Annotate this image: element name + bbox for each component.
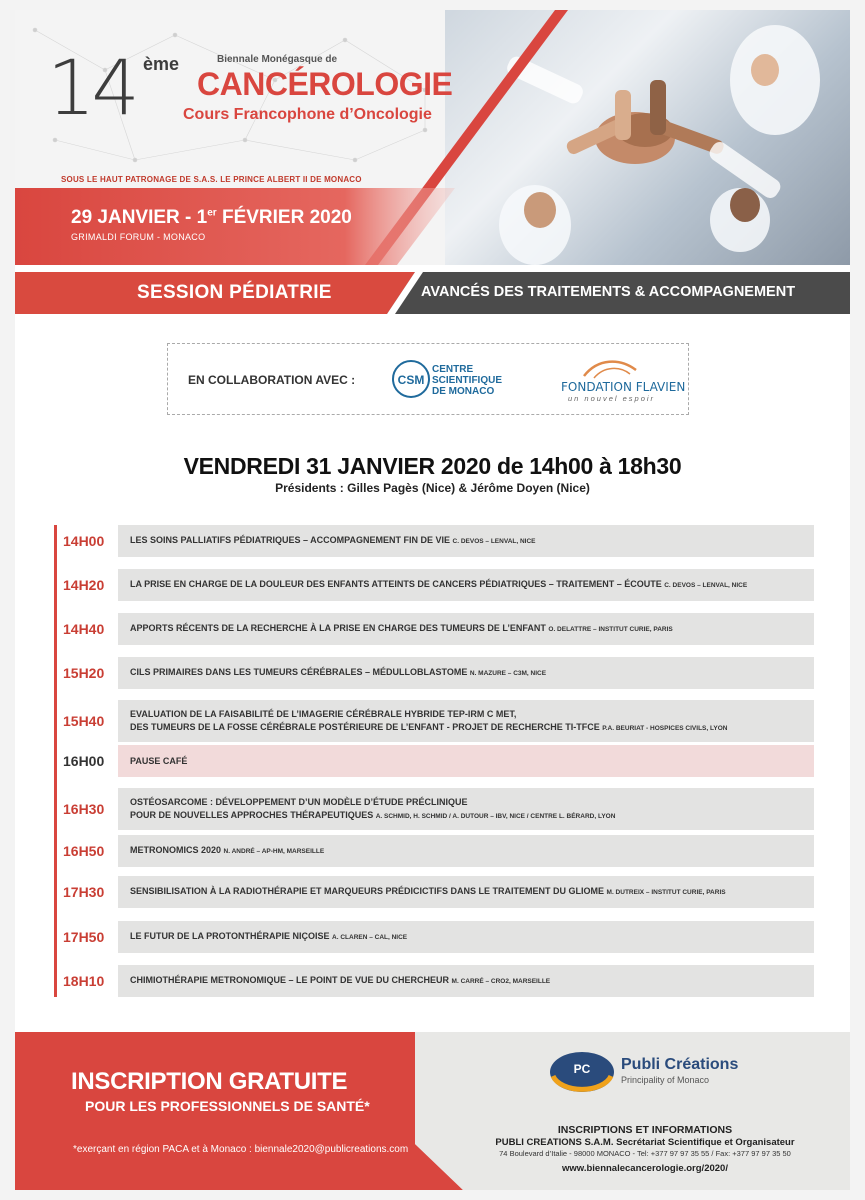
- row-time: 14H40: [63, 621, 105, 637]
- dates-sup: er: [207, 207, 217, 219]
- programme-row: [54, 788, 814, 830]
- csm-abbr: CSM: [397, 373, 425, 387]
- row-speaker: M. DUTREIX – INSTITUT CURIE, PARIS: [606, 889, 726, 896]
- flavien-name: FONDATION FLAVIEN: [561, 380, 686, 394]
- row-content: [118, 921, 814, 953]
- row-content: [118, 700, 814, 742]
- inscription-subtitle: POUR LES PROFESSIONNELS DE SANTÉ*: [85, 1098, 370, 1114]
- csm-line2: SCIENTIFIQUE: [432, 375, 503, 386]
- row-title-line2: POUR DE NOUVELLES APPROCHES THÉRAPEUTIQUES: [130, 809, 374, 820]
- row-title: PAUSE CAFÉ: [130, 755, 188, 766]
- dates-start: 29 JANVIER - 1: [71, 207, 208, 228]
- publi-creations-location: Principality of Monaco: [621, 1075, 710, 1085]
- publi-creations-name: Publi Créations: [621, 1056, 739, 1073]
- row-time: 14H00: [63, 533, 105, 549]
- programme-row-pause: [54, 745, 814, 777]
- session-subtitle: AVANCÉS DES TRAITEMENTS & ACCOMPAGNEMENT: [421, 284, 796, 300]
- collaboration-label: EN COLLABORATION AVEC :: [188, 373, 356, 387]
- inscription-title: INSCRIPTION GRATUITE: [71, 1068, 348, 1095]
- header: [15, 10, 850, 265]
- programme-row: [54, 835, 814, 867]
- row-title: LE FUTUR DE LA PROTONTHÉRAPIE NIÇOISE: [130, 931, 330, 941]
- csm-name: [432, 364, 502, 397]
- row-speaker: C. DEVOS – LENVAL, NICE: [664, 582, 748, 589]
- programme-row: [54, 657, 814, 689]
- event-subtitle: Cours Francophone d’Oncologie: [183, 106, 432, 123]
- info-organiser: PUBLI CREATIONS S.A.M. Secrétariat Scientifique et Organisateur: [495, 1137, 795, 1148]
- inscription-note[interactable]: *exerçant en région PACA et à Monaco : biennale2020@publicreations.com: [73, 1144, 409, 1155]
- row-content: [118, 613, 814, 645]
- collaboration-box: [167, 343, 689, 415]
- row-content: [118, 788, 814, 830]
- row-speaker: N. ANDRÉ – AP-HM, MARSEILLE: [223, 848, 325, 855]
- flavien-logo-icon: [580, 356, 640, 380]
- website-link[interactable]: www.biennalecancerologie.org/2020/: [562, 1163, 728, 1174]
- pc-initials: PC: [573, 1062, 591, 1076]
- programme-row: [54, 525, 814, 557]
- row-speaker: C. DEVOS – LENVAL, NICE: [452, 538, 536, 545]
- session-bar: [15, 272, 850, 314]
- row-time: 15H40: [63, 713, 105, 729]
- row-content: [118, 745, 814, 777]
- edition-number: 14: [47, 43, 136, 132]
- programme-row: [54, 921, 814, 953]
- footer: [15, 1032, 850, 1190]
- row-speaker: N. MAZURE – C3M, NICE: [469, 670, 547, 677]
- poster: [15, 10, 850, 1190]
- row-content: [118, 525, 814, 557]
- info-title: INSCRIPTIONS ET INFORMATIONS: [557, 1124, 733, 1136]
- row-content: [118, 876, 814, 908]
- row-content: [118, 965, 814, 997]
- row-time: 14H20: [63, 577, 105, 593]
- csm-logo-icon: [391, 358, 431, 400]
- day-title: VENDREDI 31 JANVIER 2020 de 14h00 à 18h30: [183, 453, 682, 479]
- edition-suffix: ème: [143, 54, 180, 74]
- row-time: 16H00: [63, 753, 105, 769]
- row-time: 17H30: [63, 884, 105, 900]
- row-title: CILS PRIMAIRES DANS LES TUMEURS CÉRÉBRALES – MÉDULLOBLASTOME: [130, 667, 468, 677]
- row-title: EVALUATION DE LA FAISABILITÉ DE L’IMAGERIE CÉRÉBRALE HYBRIDE TEP-IRM C MET,: [130, 708, 517, 719]
- dates-end: FÉVRIER 2020: [216, 207, 352, 228]
- row-title: APPORTS RÉCENTS DE LA RECHERCHE À LA PRISE EN CHARGE DES TUMEURS DE L’ENFANT: [130, 623, 546, 633]
- row-title: METRONOMICS 2020: [130, 845, 222, 855]
- row-title-line2: DES TUMEURS DE LA FOSSE CÉRÉBRALE POSTÉRIEURE DE L’ENFANT - PROJET DE RECHERCHE TI-TFCE: [130, 721, 600, 732]
- row-speaker: O. DELATTRE – INSTITUT CURIE, PARIS: [548, 626, 673, 633]
- row-title: LA PRISE EN CHARGE DE LA DOULEUR DES ENFANTS ATTEINTS DE CANCERS PÉDIATRIQUES – TRAITEMENT – ÉCOUTE: [130, 579, 662, 589]
- row-title: SENSIBILISATION À LA RADIOTHÉRAPIE ET MARQUEURS PRÉDICICTIFS DANS LE TRAITEMENT DU GLIOME: [130, 886, 605, 896]
- presidents: Présidents : Gilles Pagès (Nice) & Jérôme Doyen (Nice): [275, 481, 590, 495]
- csm-line3: DE MONACO: [432, 386, 495, 397]
- event-dates: [71, 207, 352, 229]
- programme-row: [54, 876, 814, 908]
- row-speaker: P.A. BEURIAT - HOSPICES CIVILS, LYON: [602, 724, 728, 732]
- row-time: 15H20: [63, 665, 105, 681]
- row-content: [118, 657, 814, 689]
- programme-row: [54, 613, 814, 645]
- row-time: 16H30: [63, 801, 105, 817]
- programme-row: [54, 700, 814, 742]
- row-time: 16H50: [63, 843, 105, 859]
- publi-creations-logo-icon: [547, 1046, 617, 1094]
- row-title: LES SOINS PALLIATIFS PÉDIATRIQUES – ACCOMPAGNEMENT FIN DE VIE: [130, 535, 451, 545]
- row-content: [118, 835, 814, 867]
- programme-row: [54, 569, 814, 601]
- programme-row: [54, 965, 814, 997]
- row-speaker: A. SCHMID, H. SCHMID / A. DUTOUR – IBV, NICE / CENTRE L. BÉRARD, LYON: [375, 812, 616, 820]
- biennale-label: Biennale Monégasque de: [217, 54, 338, 65]
- row-speaker: A. CLAREN – CAL, NICE: [332, 934, 408, 941]
- row-content: [118, 569, 814, 601]
- patronage-text: SOUS LE HAUT PATRONAGE DE S.A.S. LE PRINCE ALBERT II DE MONACO: [61, 175, 362, 184]
- row-title: CHIMIOTHÉRAPIE METRONOMIQUE – LE POINT DE VUE DU CHERCHEUR: [130, 975, 450, 985]
- info-address: 74 Boulevard d’Italie - 98000 MONACO - Tel: +377 97 97 35 55 / Fax: +377 97 97 35 50: [499, 1149, 791, 1158]
- row-time: 17H50: [63, 929, 105, 945]
- csm-line1: CENTRE: [432, 364, 474, 375]
- event-venue: GRIMALDI FORUM - MONACO: [71, 232, 206, 242]
- row-time: 18H10: [63, 973, 105, 989]
- row-title: OSTÉOSARCOME : DÉVELOPPEMENT D’UN MODÈLE D’ÉTUDE PRÉCLINIQUE: [130, 796, 468, 807]
- flavien-tagline: un nouvel espoir: [568, 394, 656, 403]
- session-title: SESSION PÉDIATRIE: [137, 282, 332, 303]
- event-title: CANCÉROLOGIE: [197, 66, 453, 102]
- row-speaker: M. CARRÉ – CRO2, MARSEILLE: [451, 978, 551, 985]
